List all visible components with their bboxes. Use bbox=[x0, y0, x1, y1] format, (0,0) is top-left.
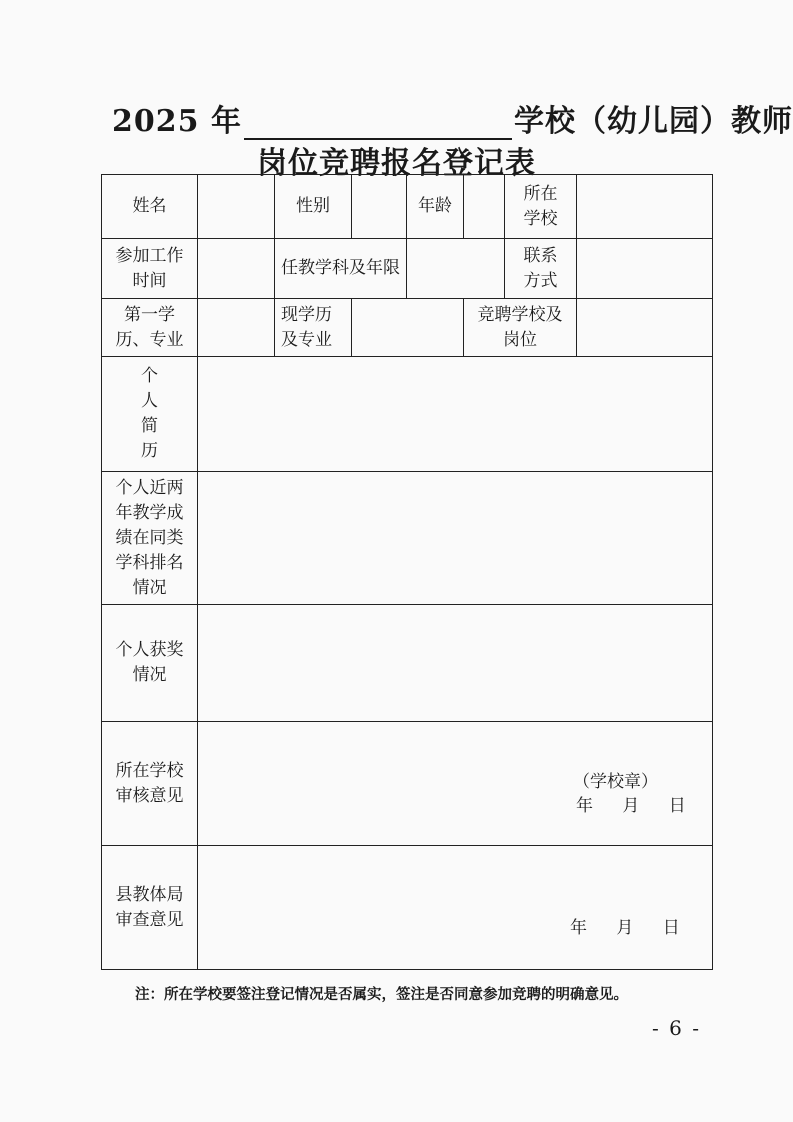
resume-cell[interactable] bbox=[198, 357, 713, 472]
contact-label-line1: 联系 bbox=[523, 245, 558, 266]
apply-post-label-text: 竞聘学校及岗位 bbox=[477, 304, 563, 350]
work-time-cell[interactable] bbox=[198, 239, 275, 299]
subject-years-label: 任教学科及年限 bbox=[275, 239, 407, 299]
ranking-cell[interactable] bbox=[198, 472, 713, 605]
age-cell[interactable] bbox=[464, 175, 505, 239]
title-line-1 bbox=[112, 96, 793, 140]
apply-post-label bbox=[464, 299, 577, 357]
subject-years-cell[interactable] bbox=[407, 239, 505, 299]
school-review-date: 年 月 日 bbox=[576, 796, 686, 816]
work-time-label-line2: 时间 bbox=[132, 270, 167, 291]
awards-label bbox=[102, 605, 198, 722]
title-line-2: 岗位竞聘报名登记表 bbox=[257, 146, 536, 181]
school-cell[interactable] bbox=[577, 175, 713, 239]
resume-char-4: 历 bbox=[141, 441, 158, 461]
bureau-review-date: 年 月 日 bbox=[570, 918, 680, 938]
school-review-label bbox=[102, 722, 198, 846]
bureau-review-label bbox=[102, 846, 198, 970]
school-review-cell[interactable] bbox=[198, 722, 713, 846]
current-edu-cell[interactable] bbox=[352, 299, 464, 357]
ranking-label bbox=[102, 472, 198, 605]
apply-post-cell[interactable] bbox=[577, 299, 713, 357]
gender-label: 性别 bbox=[275, 175, 352, 239]
bureau-review-label-text: 县教体局审查意见 bbox=[115, 884, 184, 930]
school-stamp: （学校章） bbox=[573, 772, 658, 792]
name-label: 姓名 bbox=[102, 175, 198, 239]
name-cell[interactable] bbox=[198, 175, 275, 239]
resume-char-1: 个 bbox=[141, 366, 158, 386]
age-label: 年龄 bbox=[407, 175, 464, 239]
page-number: - 6 - bbox=[652, 1016, 701, 1040]
work-time-label-line1: 参加工作 bbox=[115, 245, 184, 266]
school-name-blank[interactable] bbox=[244, 108, 512, 140]
ranking-label-text: 个人近两年教学成绩在同类学科排名情况 bbox=[115, 477, 184, 598]
school-review-label-text: 所在学校审核意见 bbox=[115, 760, 184, 806]
awards-cell[interactable] bbox=[198, 605, 713, 722]
current-edu-label bbox=[275, 299, 352, 357]
first-edu-cell[interactable] bbox=[198, 299, 275, 357]
school-label-line1: 所在 bbox=[523, 183, 558, 204]
school-label bbox=[505, 175, 577, 239]
registration-table bbox=[101, 174, 713, 970]
awards-label-text: 个人获奖情况 bbox=[115, 640, 184, 685]
resume-char-2: 人 bbox=[141, 391, 158, 411]
contact-cell[interactable] bbox=[577, 239, 713, 299]
work-time-label bbox=[102, 239, 198, 299]
title-suffix: 学校（幼儿园）教师 bbox=[513, 104, 793, 139]
first-edu-label bbox=[102, 299, 198, 357]
contact-label-line2: 方式 bbox=[523, 270, 558, 291]
first-edu-label-text: 第一学历、专业 bbox=[115, 304, 184, 350]
gender-cell[interactable] bbox=[352, 175, 407, 239]
contact-label bbox=[505, 239, 577, 299]
title-year: 2025 年 bbox=[112, 104, 242, 139]
resume-char-3: 简 bbox=[141, 416, 158, 436]
resume-label bbox=[102, 357, 198, 472]
bureau-review-cell[interactable] bbox=[198, 846, 713, 970]
school-label-line2: 学校 bbox=[523, 208, 558, 229]
footnote: 注：所在学校要签注登记情况是否属实，签注是否同意参加竞聘的明确意见。 bbox=[135, 986, 628, 1003]
current-edu-label-text: 现学历及专业 bbox=[281, 304, 332, 350]
